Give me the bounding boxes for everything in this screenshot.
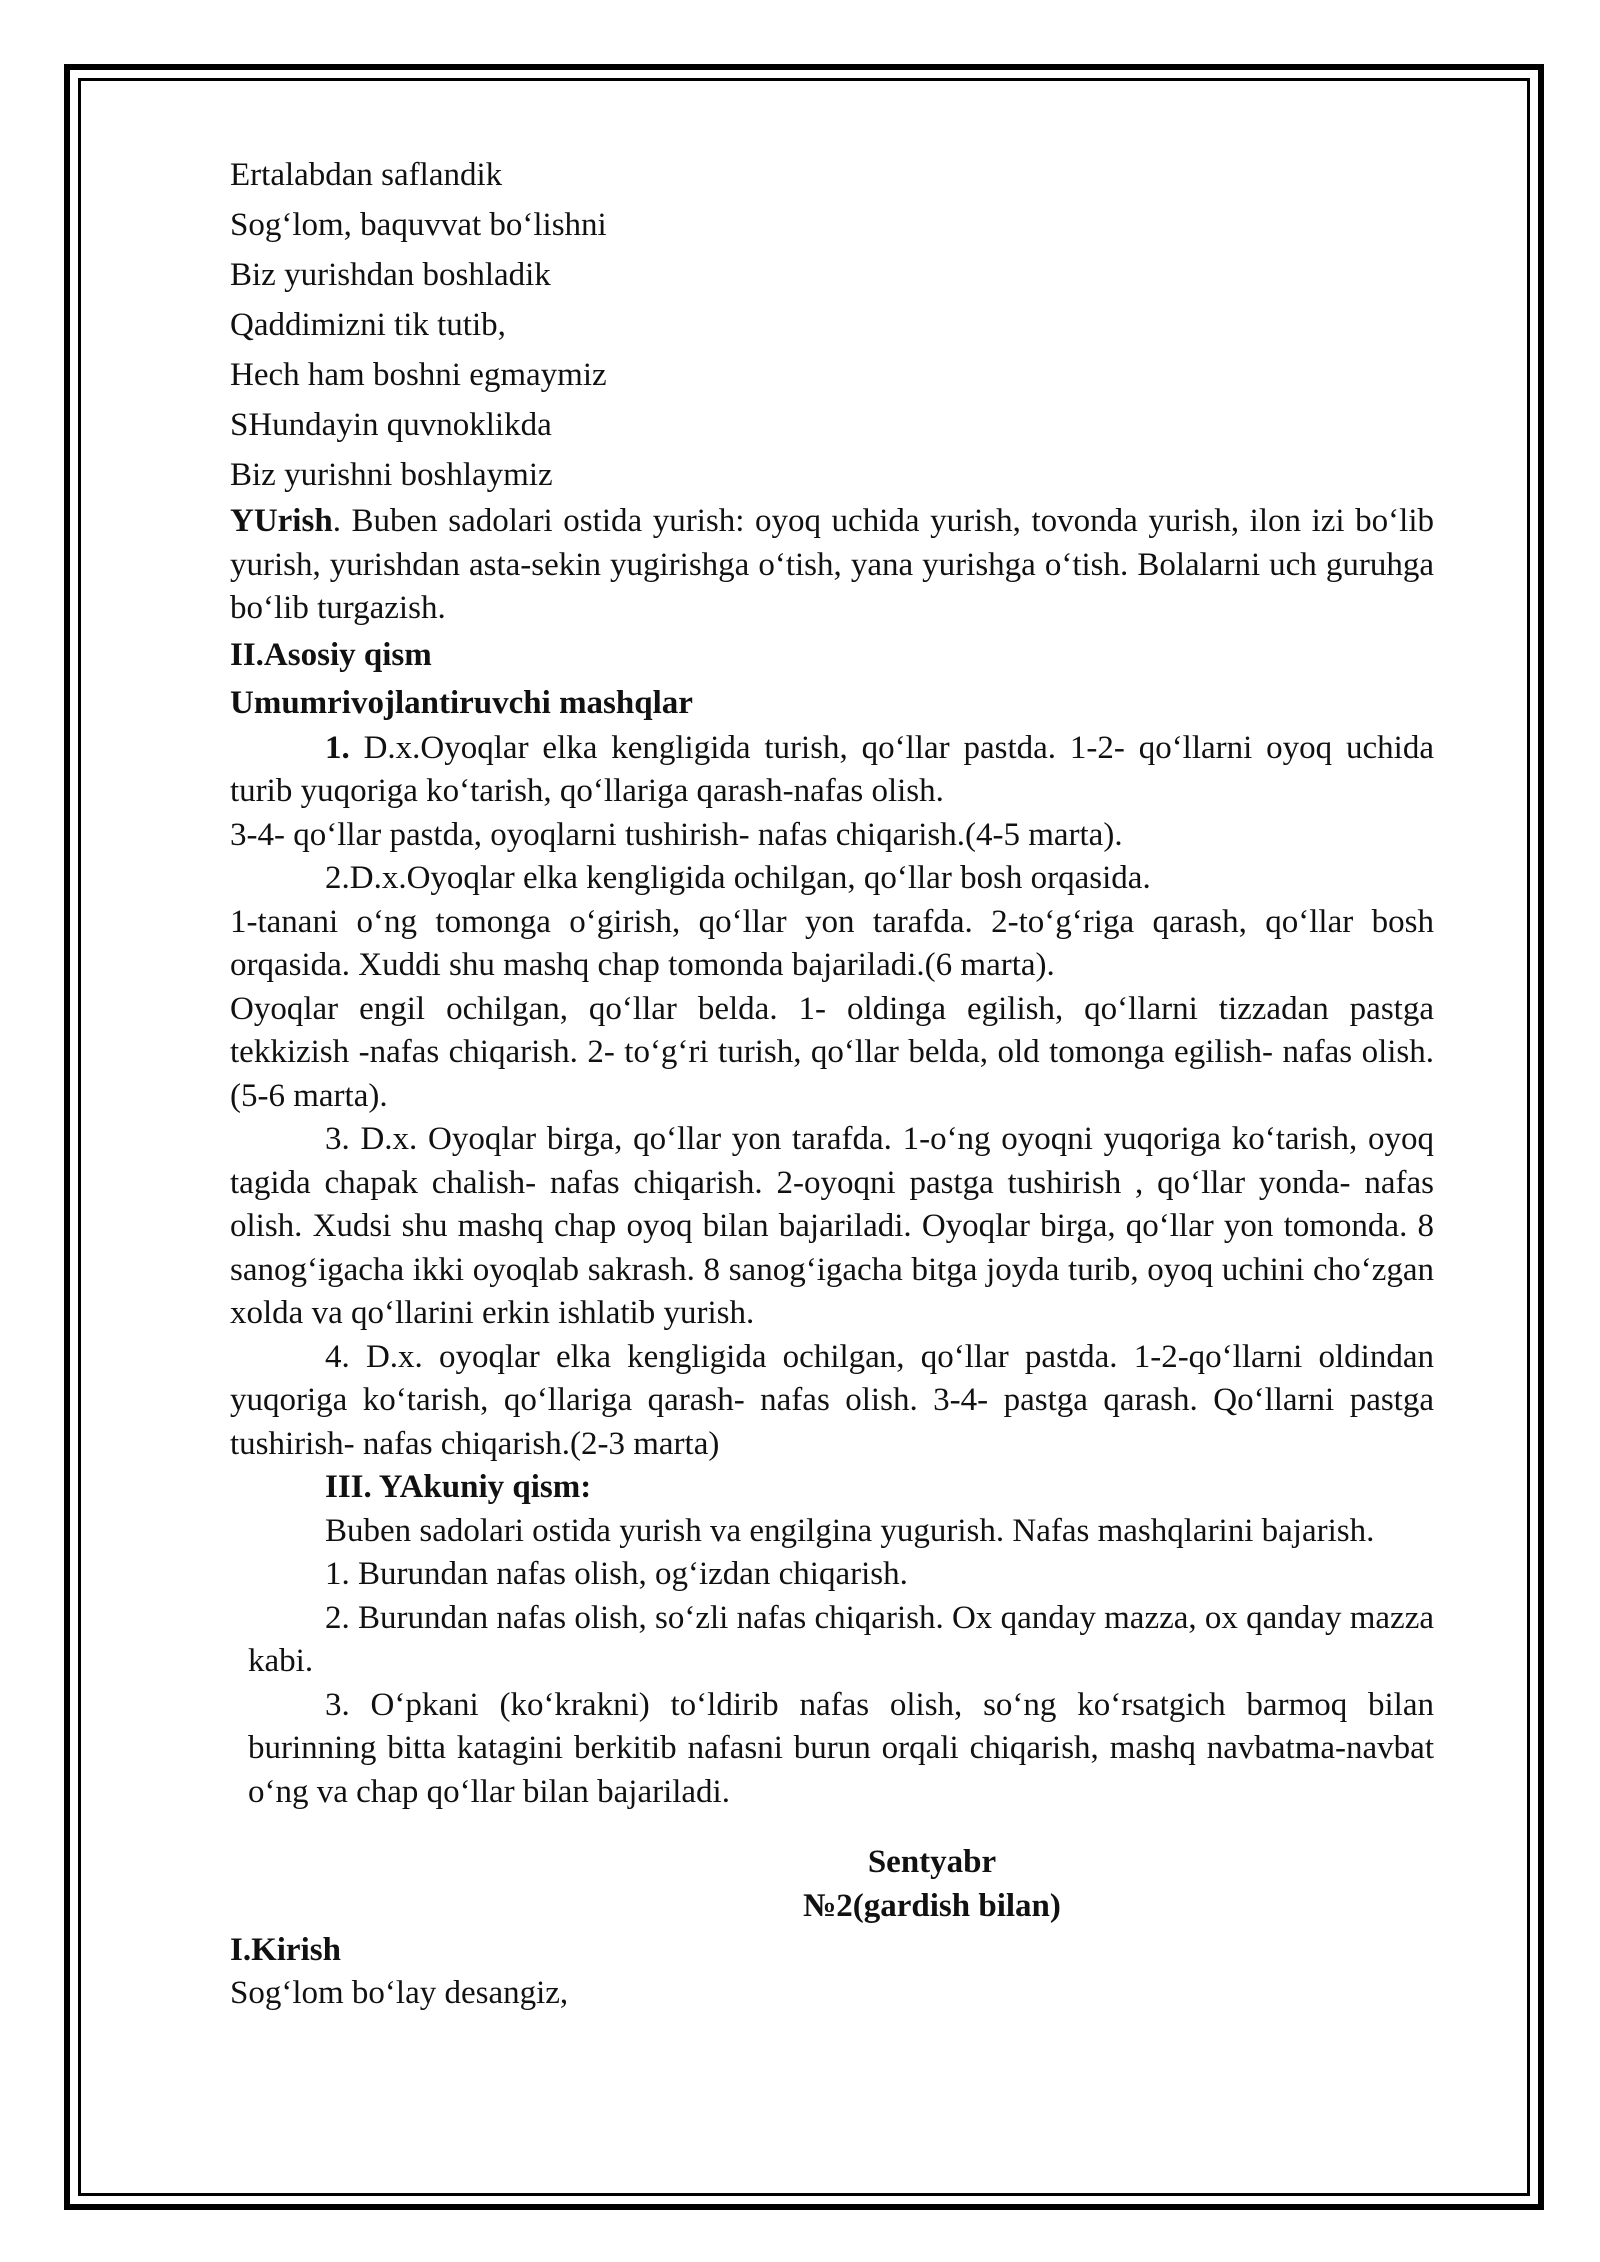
section-2-title: II.Asosiy qism <box>230 636 432 673</box>
poem-line: Sog‘lom, baquvvat bo‘lishni <box>230 207 607 243</box>
exercise-4: 4. D.x. oyoqlar elka kengligida ochilgan, qo‘llar pastda. 1-2-qo‘llarni oldindan yuqoriga ko‘tarish, qo‘llariga qarash- nafas olish. 3-4- pastga qarash. Qo‘llarni pastga tushirish- nafas chiqarish.(2-3 marta) <box>230 1338 1434 1462</box>
exercise-2-text: 1-tanani o‘ng tomonga o‘girish, qo‘llar yon tarafda. 2-to‘g‘riga qarash, qo‘llar bosh orqasida. Xuddi shu mashq chap tomonda bajariladi.(6 marta). <box>230 903 1434 983</box>
poem-line: Qaddimizni tik tutib, <box>230 307 506 343</box>
poem-line: Ertalabdan saflandik <box>230 157 503 193</box>
section-3-intro: Buben sadolari ostida yurish va engilgina yugurish. Nafas mashqlarini bajarish. <box>325 1512 1375 1549</box>
breathing-item-3: 3. O‘pkani (ko‘krakni) to‘ldirib nafas olish, so‘ng ko‘rsatgich barmoq bilan burinning bitta katagini berkitib nafasni burun orqali chiqarish, mashq navbatma-navbat o‘ng va chap qo‘llar bilan bajariladi. <box>248 1686 1434 1810</box>
section-1-title: I.Kirish <box>230 1932 341 1968</box>
section-2-subtitle: Umumrivojlantiruvchi mashqlar <box>230 684 693 721</box>
breathing-item-2: 2. Burundan nafas olish, so‘zli nafas chiqarish. Ox qanday mazza, ox qanday mazza kabi. <box>248 1599 1434 1679</box>
exercise-1-continuation: 3-4- qo‘llar pastda, oyoqlarni tushirish- nafas chiqarish.(4-5 marta). <box>230 816 1123 853</box>
poem-line: Hech ham boshni egmaymiz <box>230 357 607 393</box>
poem-line: Biz yurishni boshlaymiz <box>230 457 553 493</box>
exercise-2b-text: Oyoqlar engil ochilgan, qo‘llar belda. 1- oldinga egilish, qo‘llarni tizzadan pastga tekkizish -nafas chiqarish. 2- to‘g‘ri turish, qo‘llar belda, old tomonga egilish- nafas olish.(5-6 marta). <box>230 990 1434 1114</box>
section-3-title: III. YAkuniy qism: <box>325 1469 592 1505</box>
poem <box>230 150 1434 500</box>
exercise-1-number: 1. <box>325 729 350 766</box>
exercise-1-text: D.x.Oyoqlar elka kengligida turish, qo‘llar pastda. 1-2- qo‘llarni oyoq uchida turib yuqoriga ko‘tarish, qo‘llariga qarash-nafas olish. <box>230 729 1434 809</box>
poem-line: SHundayin quvnoklikda <box>230 407 552 443</box>
section-3-body <box>230 1510 1434 1815</box>
lesson-number-heading: №2(gardish bilan) <box>803 1888 1061 1924</box>
exercise-2-heading: 2.D.x.Oyoqlar elka kengligida ochilgan, qo‘llar bosh orqasida. <box>325 860 1151 896</box>
exercise-3: 3. D.x. Oyoqlar birga, qo‘llar yon tarafda. 1-o‘ng oyoqni yuqoriga ko‘tarish, oyoq tagida chapak chalish- nafas chiqarish. 2-oyoqni pastga tushirish , qo‘llar yonda- nafas olish. Xudsi shu mashq chap oyoq bilan bajariladi. Oyoqlar birga, qo‘llar yon tomonda. 8 sanog‘igacha ikki oyoqlab sakrash. 8 sanog‘igacha bitga joyda turib, oyoq uchini cho‘zgan xolda va qo‘llarini erkin ishlatib yurish. <box>230 1121 1434 1331</box>
month-heading: Sentyabr <box>867 1844 997 1880</box>
walking-text: . Buben sadolari ostida yurish: oyoq uchida yurish, tovonda yurish, ilon izi bo‘lib yurish, yurishdan asta-sekin yugirishga o‘tish, yana yurishga o‘tish. Bolalarni uch guruhga bo‘lib turgazish. <box>230 503 1434 626</box>
breathing-item-1: 1. Burundan nafas olish, og‘izdan chiqarish. <box>325 1556 908 1592</box>
exercise-1 <box>230 727 1434 814</box>
walking-paragraph <box>230 500 1434 631</box>
poem-line: Biz yurishdan boshladik <box>230 257 551 293</box>
walking-lead: YUrish <box>230 503 333 539</box>
next-poem-first-line: Sog‘lom bo‘lay desangiz, <box>230 1975 569 2011</box>
document-body <box>230 150 1434 2016</box>
